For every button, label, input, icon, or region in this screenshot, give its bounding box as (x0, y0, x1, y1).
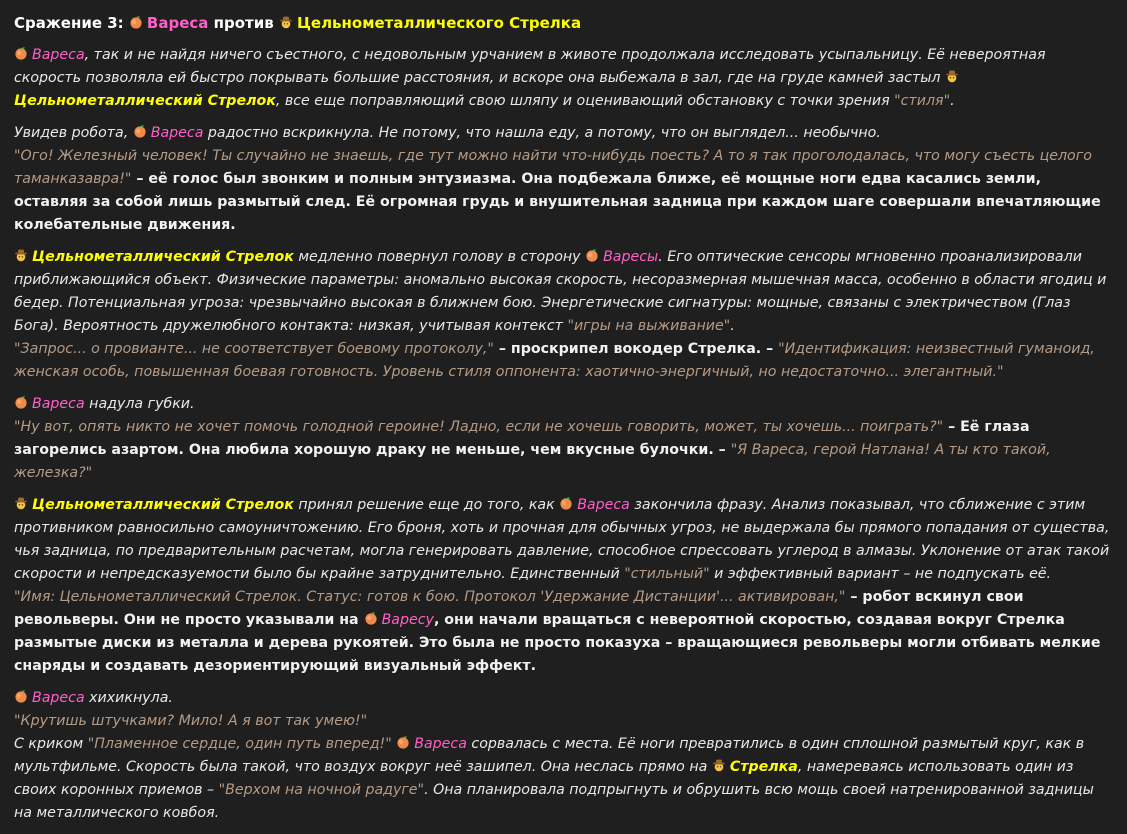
gunslinger-name: Цельнометаллический Стрелок (32, 497, 294, 513)
peach-icon (14, 45, 28, 59)
peach-icon (396, 734, 410, 748)
peach-icon (14, 688, 28, 702)
narration-text: и эффективный вариант – не подпускать её. (709, 566, 1052, 582)
narration-text: . (730, 318, 735, 334)
bold-narration-text: – проскрипел вокодер Стрелка. – (493, 341, 779, 357)
peach-icon (133, 123, 147, 137)
varesa-name: Вареса (32, 47, 85, 63)
peach-icon (129, 12, 143, 26)
story-paragraphs (14, 44, 1114, 825)
story-paragraph (14, 246, 1114, 384)
varesa-name: Вареса (414, 736, 467, 752)
quote-text: "Верхом на ночной радуге" (218, 782, 425, 798)
narration-text: , намереваясь использовать один из своих коронных приемов – (14, 759, 1074, 798)
story-paragraph (14, 122, 1114, 237)
cowboy-icon (14, 495, 28, 509)
versus-label: против (213, 14, 274, 32)
narration-text: . (950, 93, 955, 109)
narration-text: С криком (14, 736, 88, 752)
quote-text: "Ого! Железный человек! Ты случайно не знаешь, где тут можно найти что-нибудь поесть? А то я так проголодалась, что могу съесть целого таманказавра!" (14, 148, 1092, 187)
quote-text: "Крутишь штучками? Мило! А я вот так умею!" (14, 713, 368, 729)
peach-icon (585, 247, 599, 261)
narration-text: радостно вскрикнула. Не потому, что нашла еду, а потому, что он выглядел... необычно. (203, 125, 881, 141)
varesa-name: Вареса (577, 497, 630, 513)
bold-narration-text: – её голос был звонким и полным энтузиазма. Она подбежала ближе, её мощные ноги едва касались земли, оставляя за собой лишь размытый след. Её огромная грудь и внушительная задница при каждом шаге совершали впечатляющие колебательные движения. (14, 171, 1101, 233)
peach-icon (559, 495, 573, 509)
story-text (14, 11, 1114, 834)
battle-header (14, 11, 1114, 35)
narration-text: медленно повернул голову в сторону (293, 249, 586, 265)
peach-icon (364, 610, 378, 624)
quote-text: "Имя: Цельнометаллический Стрелок. Статус: готов к бою. Протокол 'Удержание Дистанции'... активирован," (14, 589, 846, 605)
cowboy-icon (279, 12, 293, 26)
narration-text: . Его оптические сенсоры мгновенно проанализировали приближающийся объект. Физические параметры: аномально высокая скорость, несоразмерная мышечная масса, особенно в области ягодиц и бедер. Потенциальная угроза: чрезвычайно высокая в ближнем бою. Энергетические сигнатуры: мощные, связаны с электричеством (Глаз Бога). Вероятность дружелюбного контакта: низкая, учитывая контекст (14, 249, 1107, 334)
story-paragraph (14, 44, 1114, 113)
varesa-name: Вареса (32, 396, 85, 412)
narration-text: сорвалась с места. Её ноги превратились в один сплошной размытый круг, как в мультфильме. Скорость была такой, что воздух вокруг неё зашипел. Она неслась прямо на (14, 736, 1085, 775)
gunslinger-name: Цельнометаллический Стрелок (32, 249, 294, 265)
cowboy-icon (712, 757, 726, 771)
narration-text: Увидев робота, (14, 125, 133, 141)
bold-narration-text: – Её глаза загорелись азартом. Она любила хорошую драку не меньше, чем вкусные булочки. – (14, 419, 1030, 458)
gunslinger-name: Цельнометаллический Стрелок (14, 93, 276, 109)
narration-text: хихикнула. (84, 690, 173, 706)
cowboy-icon (945, 68, 959, 82)
narration-text: , все еще поправляющий свою шляпу и оценивающий обстановку с точки зрения (275, 93, 895, 109)
story-paragraph (14, 393, 1114, 485)
quote-text: "Я Вареса, герой Натлана! А ты кто такой, железка?" (14, 442, 1051, 481)
narration-text: принял решение еще до того, как (293, 497, 560, 513)
narration-text: надула губки. (84, 396, 195, 412)
story-paragraph (14, 687, 1114, 825)
quote-text: "Ну вот, опять никто не хочет помочь голодной героине! Ладно, если не хочешь говорить, может, ты хочешь... поиграть?" (14, 419, 944, 435)
peach-icon (14, 394, 28, 408)
fighter2-name: Цельнометаллического Стрелка (296, 14, 582, 32)
battle-label: Сражение 3: (14, 14, 124, 32)
fighter1-name: Вареса (146, 14, 209, 32)
varesa-name: Вареса (150, 125, 204, 141)
quote-text: "Пламенное сердце, один путь вперед!" (87, 736, 392, 752)
gunslinger-name: Стрелка (729, 759, 798, 775)
quote-text: "стильный" (624, 566, 710, 582)
narration-text: , так и не найдя ничего съестного, с недовольным урчанием в животе продолжала исследовать усыпальницу. Её невероятная скорость позволяла ей быстро покрывать большие расстояния, и вскоре она выбежала в зал, где на груде камней застыл (14, 47, 1046, 86)
narration-text: закончила фразу. Анализ показывал, что сближение с этим противником равносильно самоуничтожению. Его броня, хоть и прочная для обычных угроз, не выдержала бы прямого попадания от существа, чья задница, по предварительным расчетам, могла генерировать давление, способное спрессовать углерод в алмазы. Уклонение от атак такой скорости и непредсказуемости было бы крайне затруднительно. Единственный (14, 497, 1110, 582)
quote-text: "игры на выживание" (567, 318, 731, 334)
cowboy-icon (14, 247, 28, 261)
quote-text: "Идентификация: неизвестный гуманоид, женская особь, повышенная боевая готовность. Уровень стиля оппонента: хаотично-энергичный, но недостаточно... элегантный." (14, 341, 1095, 380)
quote-text: "стиля" (894, 93, 951, 109)
quote-text: "Запрос... о провианте... не соответствует боевому протоколу," (14, 341, 494, 357)
narration-text: . Она планировала подпрыгнуть и обрушить всю мощь своей натренированной задницы на металлического ковбоя. (14, 782, 1094, 821)
bold-narration-text: – робот вскинул свои револьверы. Они не просто указывали на (14, 589, 1024, 628)
varesa-name: Варесу (381, 612, 434, 628)
varesa-name: Варесы (603, 249, 659, 265)
bold-narration-text: , они начали вращаться с невероятной скоростью, создавая вокруг Стрелка размытые диски из металла и дерева рукоятей. Это была не просто показуха – вращающиеся револьверы могли отбивать мелкие снаряды и создавать дезориентирующий визуальный эффект. (14, 612, 1101, 674)
varesa-name: Вареса (32, 690, 85, 706)
story-paragraph (14, 494, 1114, 678)
